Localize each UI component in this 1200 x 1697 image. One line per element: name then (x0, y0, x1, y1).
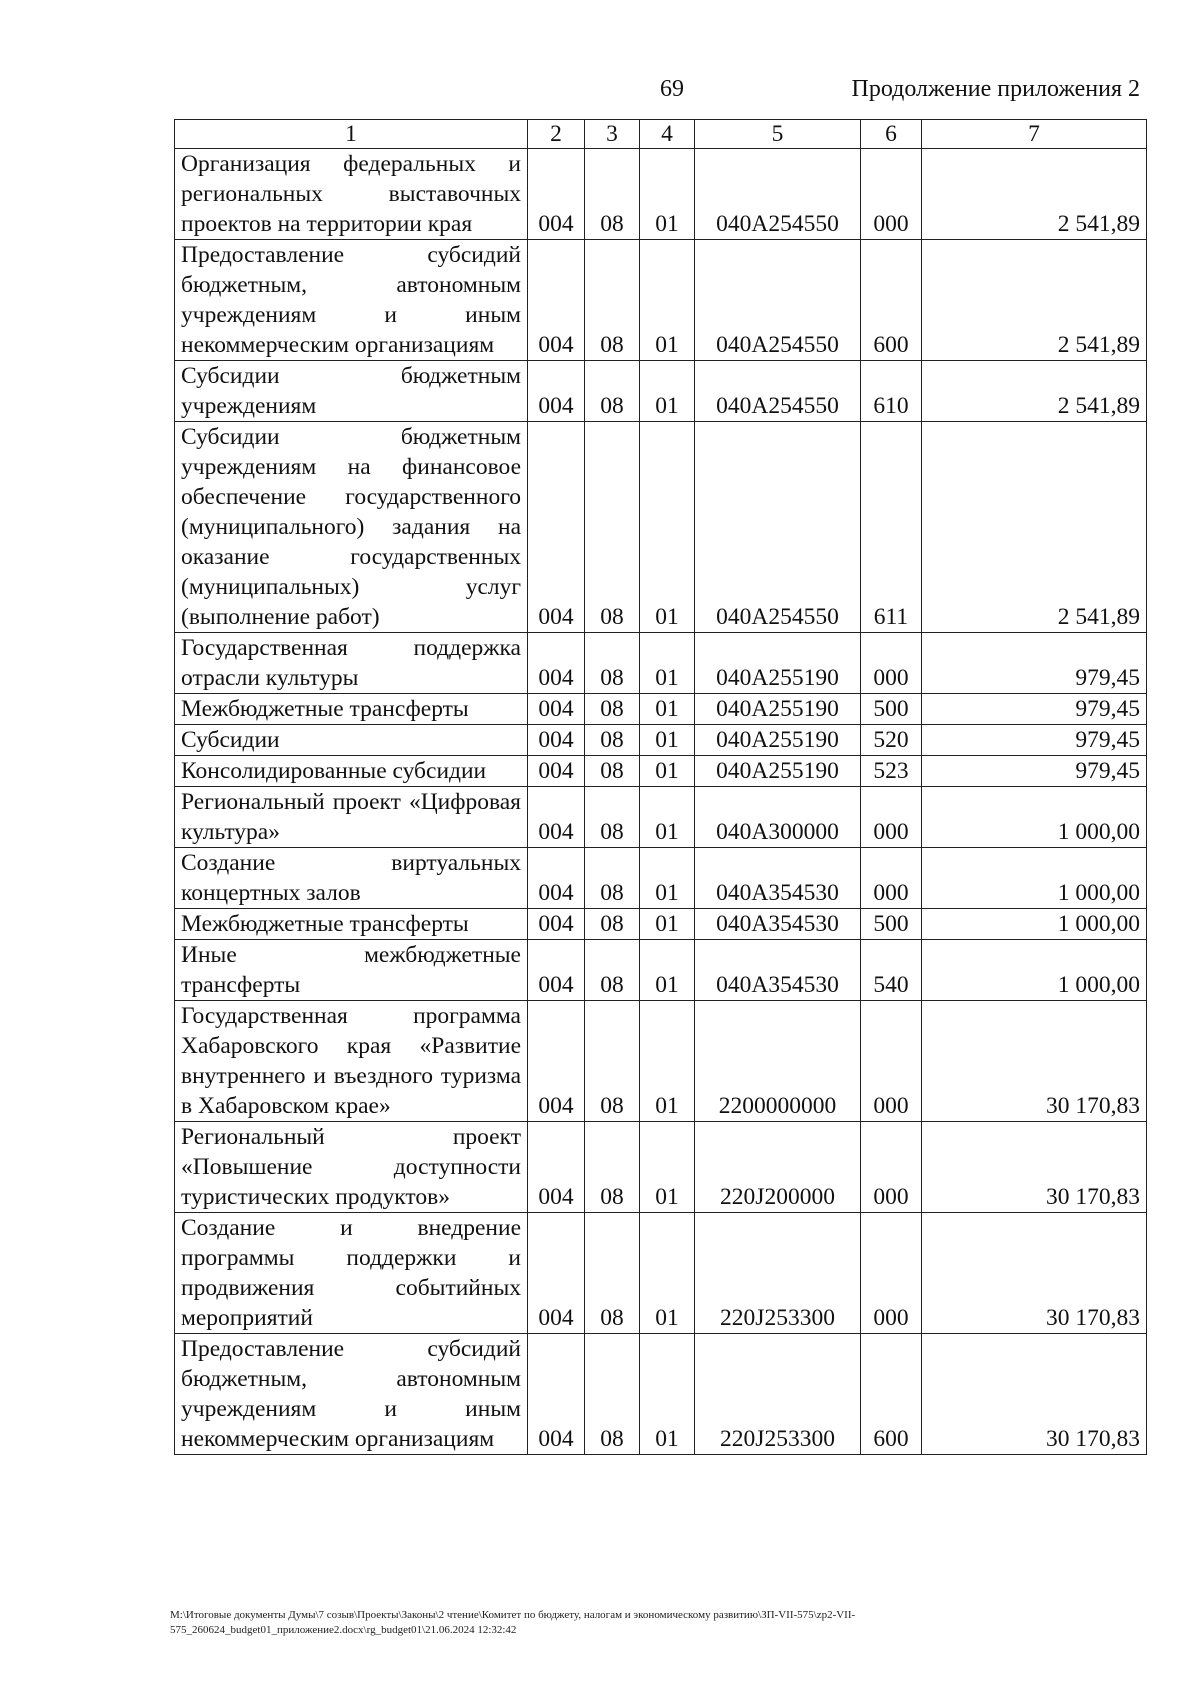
row-code-3: 08 (585, 940, 640, 1001)
row-code-2: 004 (528, 361, 585, 422)
row-amount: 979,45 (922, 756, 1147, 787)
row-code-5: 040A254550 (695, 149, 861, 240)
row-code-6: 600 (861, 240, 922, 361)
row-code-3: 08 (585, 787, 640, 848)
row-code-6: 520 (861, 725, 922, 756)
row-code-6: 000 (861, 633, 922, 694)
row-code-2: 004 (528, 240, 585, 361)
row-name: Государственная поддержка отрасли культуры (175, 633, 528, 694)
row-code-4: 01 (640, 909, 695, 940)
table-row (175, 940, 1147, 1001)
row-name: Предоставление субсидий бюджетным, автономным учреждениям и иным некоммерческим организациям (175, 1334, 528, 1455)
row-code-4: 01 (640, 694, 695, 725)
row-code-5: 040A254550 (695, 422, 861, 633)
row-name: Создание виртуальных концертных залов (175, 848, 528, 909)
row-code-2: 004 (528, 1334, 585, 1455)
row-name: Субсидии бюджетным учреждениям на финансовое обеспечение государственного (муниципального) задания на оказание государственных (муниципальных) услуг (выполнение работ) (175, 422, 528, 633)
row-code-3: 08 (585, 240, 640, 361)
row-code-2: 004 (528, 787, 585, 848)
row-code-6: 000 (861, 848, 922, 909)
row-code-5: 220J200000 (695, 1122, 861, 1213)
row-code-2: 004 (528, 848, 585, 909)
row-code-5: 040A354530 (695, 940, 861, 1001)
row-amount: 1 000,00 (922, 909, 1147, 940)
row-amount: 30 170,83 (922, 1122, 1147, 1213)
table-row (175, 1001, 1147, 1122)
row-code-2: 004 (528, 909, 585, 940)
row-code-6: 523 (861, 756, 922, 787)
continuation-title: Продолжение приложения 2 (851, 76, 1140, 102)
row-code-6: 540 (861, 940, 922, 1001)
row-code-5: 220J253300 (695, 1213, 861, 1334)
row-code-3: 08 (585, 909, 640, 940)
row-name: Консолидированные субсидии (175, 756, 528, 787)
row-code-3: 08 (585, 422, 640, 633)
row-amount: 30 170,83 (922, 1213, 1147, 1334)
column-header: 3 (585, 120, 640, 149)
row-code-3: 08 (585, 1334, 640, 1455)
table-row (175, 694, 1147, 725)
row-code-4: 01 (640, 633, 695, 694)
row-amount: 979,45 (922, 633, 1147, 694)
row-code-5: 040A354530 (695, 848, 861, 909)
row-code-6: 611 (861, 422, 922, 633)
row-code-4: 01 (640, 1001, 695, 1122)
page-number: 69 (660, 76, 684, 102)
footer-file-path: M:\Итоговые документы Думы\7 созыв\Проекты\Законы\2 чтение\Комитет по бюджету, налогам и экономическому развитию\ЗП-VII-575\zp2-VII-575_260624_budget01_приложение2.docx\rg_budget01\21.06.2024 12:32:42 (170, 1609, 856, 1636)
row-amount: 2 541,89 (922, 149, 1147, 240)
row-name: Государственная программа Хабаровского края «Развитие внутреннего и въездного туризма в Хабаровском крае» (175, 1001, 528, 1122)
row-name: Региональный проект «Повышение доступности туристических продуктов» (175, 1122, 528, 1213)
row-code-3: 08 (585, 694, 640, 725)
row-code-4: 01 (640, 422, 695, 633)
row-amount: 1 000,00 (922, 848, 1147, 909)
table-row (175, 633, 1147, 694)
table-row (175, 848, 1147, 909)
row-code-2: 004 (528, 1122, 585, 1213)
row-code-5: 040A255190 (695, 633, 861, 694)
row-code-3: 08 (585, 633, 640, 694)
row-name: Субсидии (175, 725, 528, 756)
row-code-6: 000 (861, 1001, 922, 1122)
row-code-6: 500 (861, 909, 922, 940)
row-code-5: 040A254550 (695, 240, 861, 361)
row-amount: 2 541,89 (922, 361, 1147, 422)
row-name: Создание и внедрение программы поддержки и продвижения событийных мероприятий (175, 1213, 528, 1334)
row-code-5: 040A300000 (695, 787, 861, 848)
row-code-5: 220J253300 (695, 1334, 861, 1455)
row-code-3: 08 (585, 361, 640, 422)
row-code-3: 08 (585, 725, 640, 756)
row-code-5: 040A255190 (695, 756, 861, 787)
column-header: 7 (922, 120, 1147, 149)
row-code-4: 01 (640, 848, 695, 909)
row-code-6: 000 (861, 1122, 922, 1213)
table-row (175, 149, 1147, 240)
column-header: 2 (528, 120, 585, 149)
row-amount: 979,45 (922, 694, 1147, 725)
row-code-5: 040A255190 (695, 725, 861, 756)
row-name: Организация федеральных и региональных выставочных проектов на территории края (175, 149, 528, 240)
row-name: Региональный проект «Цифровая культура» (175, 787, 528, 848)
row-code-3: 08 (585, 1001, 640, 1122)
row-code-2: 004 (528, 940, 585, 1001)
row-code-2: 004 (528, 756, 585, 787)
row-code-6: 610 (861, 361, 922, 422)
row-code-6: 000 (861, 787, 922, 848)
table-row (175, 422, 1147, 633)
row-code-3: 08 (585, 1122, 640, 1213)
row-code-2: 004 (528, 725, 585, 756)
row-code-4: 01 (640, 1122, 695, 1213)
row-code-4: 01 (640, 149, 695, 240)
column-header: 5 (695, 120, 861, 149)
row-code-2: 004 (528, 1213, 585, 1334)
row-code-6: 000 (861, 1213, 922, 1334)
row-code-4: 01 (640, 361, 695, 422)
row-amount: 979,45 (922, 725, 1147, 756)
row-amount: 2 541,89 (922, 422, 1147, 633)
row-code-4: 01 (640, 240, 695, 361)
table-row (175, 1122, 1147, 1213)
row-code-6: 000 (861, 149, 922, 240)
table-row (175, 1334, 1147, 1455)
row-code-6: 600 (861, 1334, 922, 1455)
row-amount: 1 000,00 (922, 787, 1147, 848)
table-row (175, 909, 1147, 940)
column-header: 4 (640, 120, 695, 149)
table-row (175, 725, 1147, 756)
table-row (175, 756, 1147, 787)
table-row (175, 787, 1147, 848)
column-header: 1 (175, 120, 528, 149)
row-code-5: 2200000000 (695, 1001, 861, 1122)
row-code-6: 500 (861, 694, 922, 725)
row-name: Предоставление субсидий бюджетным, автономным учреждениям и иным некоммерческим организациям (175, 240, 528, 361)
budget-table (174, 119, 1147, 1455)
row-name: Межбюджетные трансферты (175, 694, 528, 725)
table-row (175, 240, 1147, 361)
column-header: 6 (861, 120, 922, 149)
row-code-4: 01 (640, 725, 695, 756)
row-code-3: 08 (585, 848, 640, 909)
row-code-2: 004 (528, 633, 585, 694)
table-row (175, 1213, 1147, 1334)
row-code-4: 01 (640, 940, 695, 1001)
row-name: Субсидии бюджетным учреждениям (175, 361, 528, 422)
row-code-2: 004 (528, 694, 585, 725)
row-code-4: 01 (640, 787, 695, 848)
row-code-4: 01 (640, 1334, 695, 1455)
row-code-5: 040A254550 (695, 361, 861, 422)
row-code-2: 004 (528, 422, 585, 633)
row-code-5: 040A354530 (695, 909, 861, 940)
row-code-3: 08 (585, 756, 640, 787)
header-row (175, 120, 1147, 149)
row-code-5: 040A255190 (695, 694, 861, 725)
row-name: Межбюджетные трансферты (175, 909, 528, 940)
table-row (175, 361, 1147, 422)
row-code-2: 004 (528, 1001, 585, 1122)
row-code-2: 004 (528, 149, 585, 240)
row-amount: 2 541,89 (922, 240, 1147, 361)
row-code-4: 01 (640, 756, 695, 787)
row-amount: 30 170,83 (922, 1334, 1147, 1455)
row-code-3: 08 (585, 149, 640, 240)
row-code-4: 01 (640, 1213, 695, 1334)
row-code-3: 08 (585, 1213, 640, 1334)
row-amount: 1 000,00 (922, 940, 1147, 1001)
row-name: Иные межбюджетные трансферты (175, 940, 528, 1001)
row-amount: 30 170,83 (922, 1001, 1147, 1122)
